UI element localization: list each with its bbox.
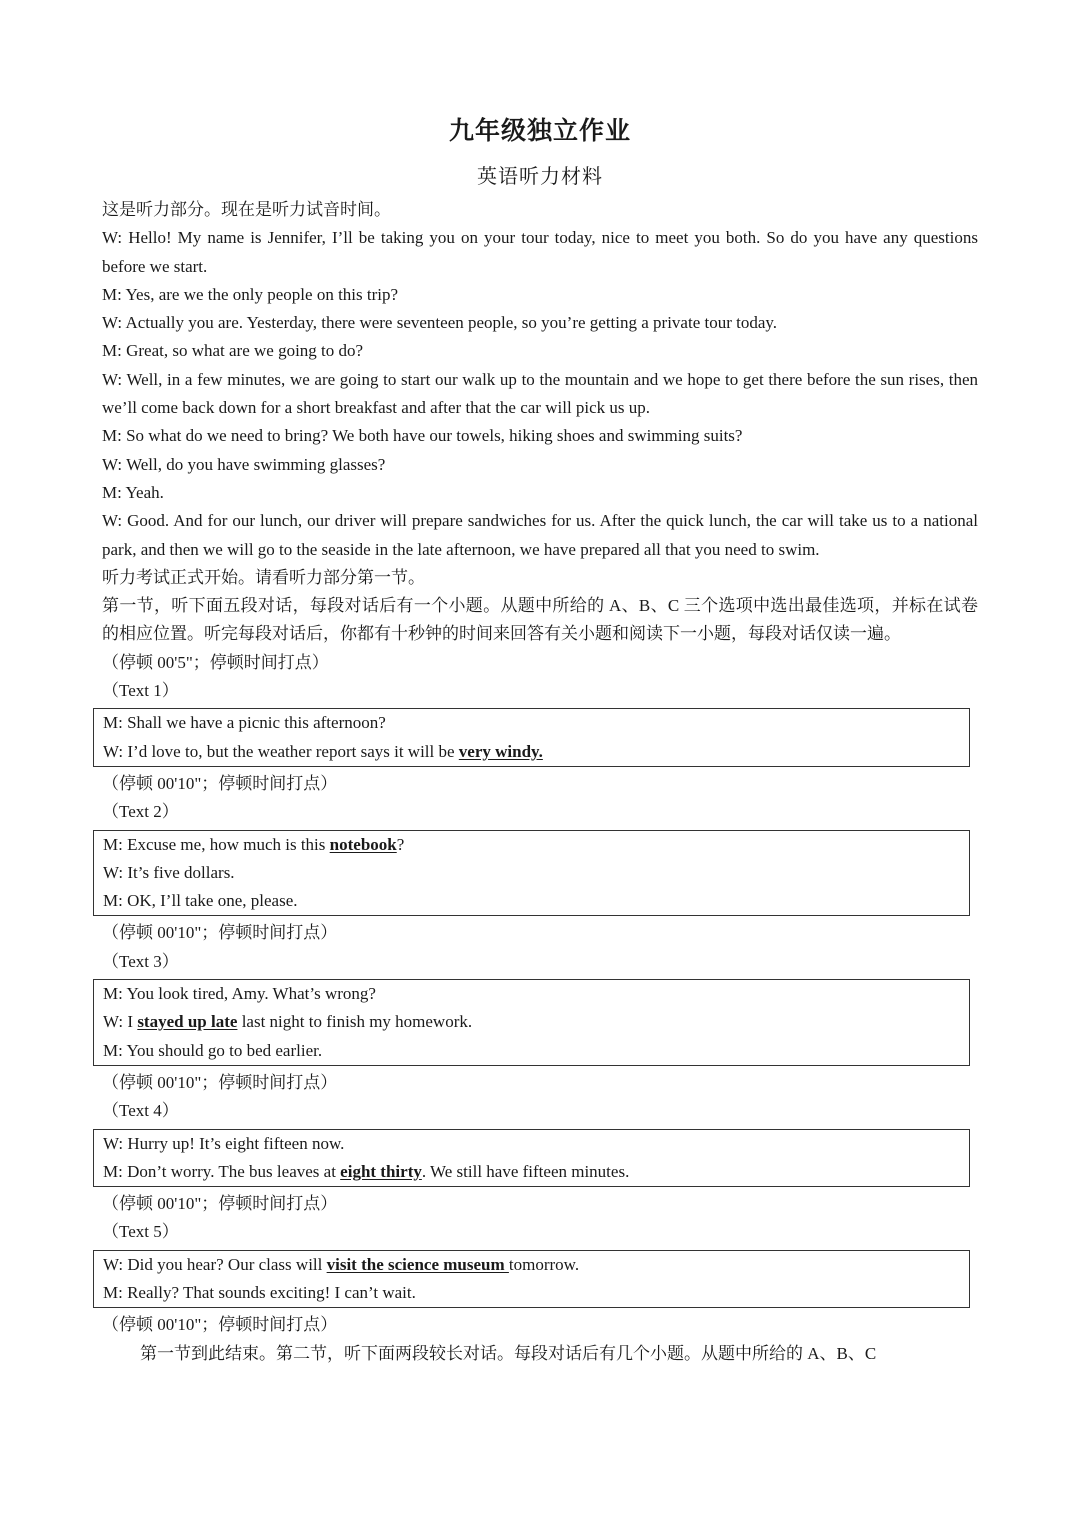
answer-highlight: visit the science museum: [326, 1254, 509, 1274]
dialogue-box: [93, 1250, 970, 1309]
pause-line: （停顿 00'10"；停顿时间打点）: [102, 773, 338, 793]
pause-line: （停顿 00'10"；停顿时间打点）: [102, 1315, 338, 1335]
dialogue-line: M: You look tired, Amy. What’s wrong?: [103, 984, 376, 1004]
dialogue-line: M: Really? That sounds exciting! I can’t wait.: [103, 1282, 416, 1302]
pause-line: （停顿 00'10"；停顿时间打点）: [102, 923, 338, 943]
dialogue-box: [93, 1129, 970, 1188]
dialogue-line: W: It’s five dollars.: [103, 862, 235, 882]
answer-highlight: notebook: [329, 834, 397, 854]
dialogue-box: [93, 708, 970, 767]
answer-highlight: very windy.: [458, 741, 543, 761]
pause-line: （停顿 00'10"；停顿时间打点）: [102, 1194, 338, 1214]
dialogue-box: [93, 830, 970, 917]
dialogue-line: W: Hurry up! It’s eight fifteen now.: [103, 1133, 345, 1153]
dialogue-line: M: You should go to bed earlier.: [103, 1040, 323, 1060]
pause-line: （停顿 00'5"；停顿时间打点）: [102, 652, 329, 672]
text-label: （Text 3）: [102, 951, 179, 971]
sample-line: M: Yeah.: [102, 482, 164, 502]
text-label: （Text 5）: [102, 1222, 179, 1242]
dialogue-box: [93, 979, 970, 1066]
document-body: [102, 196, 978, 1368]
text-label: （Text 1）: [102, 681, 179, 701]
section-end-line: 第一节到此结束。第二节，听下面两段较长对话。每段对话后有几个小题。从题中所给的 A、B、C: [140, 1343, 877, 1363]
dialogue-line: W: I’d love to, but the weather report says it will be very windy.: [103, 741, 543, 761]
section-instructions: 第一节，听下面五段对话，每段对话后有一个小题。从题中所给的 A、B、C 三个选项中选出最佳选项，并标在试卷的相应位置。听完每段对话后，你都有十秒钟的时间来回答有关小题和阅读下一小题，每段对话仅读一遍。: [102, 596, 978, 644]
dialogue-line: M: Excuse me, how much is this notebook?: [103, 834, 405, 854]
sample-line: M: Yes, are we the only people on this trip?: [102, 284, 399, 304]
sample-line: M: So what do we need to bring? We both have our towels, hiking shoes and swimming suits?: [102, 426, 743, 446]
dialogue-line: M: Shall we have a picnic this afternoon?: [103, 713, 386, 733]
dialogue-line: W: I stayed up late last night to finish my homework.: [103, 1012, 473, 1032]
page-title: 九年级独立作业: [448, 118, 631, 145]
sample-line: W: Good. And for our lunch, our driver will prepare sandwiches for us. After the quick lunch, the car will take us to a national park, and then we will go to the seaside in the late afternoon, we have prepared all that you need to swim.: [102, 511, 978, 559]
sample-line: W: Well, in a few minutes, we are going to start our walk up to the mountain and we hope to get there before the sun rises, then we’ll come back down for a short breakfast and after that the car will pick us up.: [102, 369, 978, 418]
text-label: （Text 2）: [102, 802, 179, 822]
intro-line: 这是听力部分。现在是听力试音时间。: [102, 200, 391, 219]
text-label: （Text 4）: [102, 1101, 179, 1121]
dialogue-line: M: OK, I’ll take one, please.: [103, 891, 298, 911]
answer-highlight: stayed up late: [137, 1012, 238, 1032]
start-line: 听力考试正式开始。请看听力部分第一节。: [102, 567, 425, 587]
answer-highlight: eight thirty: [340, 1161, 422, 1181]
dialogue-line: M: Don’t worry. The bus leaves at eight thirty. We still have fifteen minutes.: [103, 1161, 630, 1181]
page-subtitle: 英语听力材料: [477, 166, 603, 188]
sample-line: W: Actually you are. Yesterday, there were seventeen people, so you’re getting a private tour today.: [102, 313, 778, 333]
sample-line: W: Hello! My name is Jennifer, I’ll be taking you on your tour today, nice to meet you both. So do you have any questions before we start.: [102, 228, 978, 276]
dialogue-line: W: Did you hear? Our class will visit the science museum tomorrow.: [103, 1254, 580, 1274]
sample-line: M: Great, so what are we going to do?: [102, 341, 364, 361]
sample-line: W: Well, do you have swimming glasses?: [102, 454, 386, 474]
pause-line: （停顿 00'10"；停顿时间打点）: [102, 1072, 338, 1092]
